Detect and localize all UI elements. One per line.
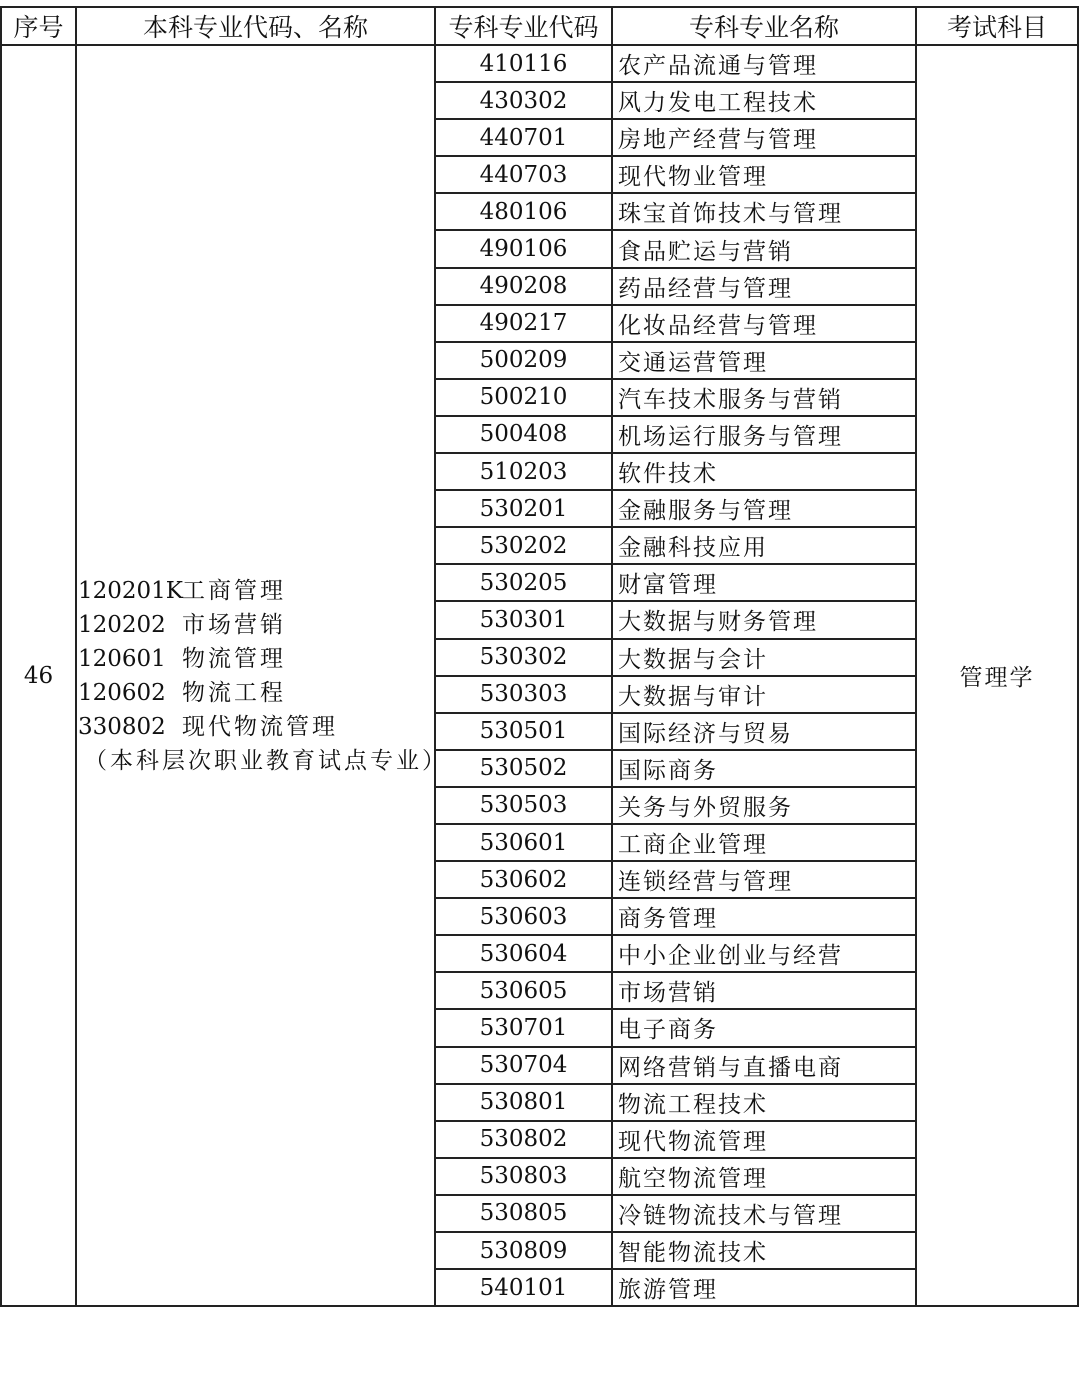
header-index: 序号 [1,7,76,45]
zk-name: 风力发电工程技术 [612,82,916,119]
zk-name: 航空物流管理 [612,1158,916,1195]
zk-name: 网络营销与直播电商 [612,1047,916,1084]
zk-code: 530803 [435,1158,612,1195]
zk-name: 大数据与会计 [612,639,916,676]
bk-note: （本科层次职业教育试点专业） [84,747,448,774]
zk-code: 530502 [435,750,612,787]
zk-name: 关务与外贸服务 [612,787,916,824]
bk-major-item [78,608,434,642]
major-table [0,6,1079,1307]
zk-code: 490208 [435,268,612,305]
zk-name: 现代物业管理 [612,156,916,193]
header-zk-code: 专科专业代码 [435,7,612,45]
zk-name: 国际经济与贸易 [612,713,916,750]
zk-code: 440703 [435,156,612,193]
zk-code: 500209 [435,342,612,379]
exam-subject: 管理学 [916,45,1078,1306]
zk-code: 530601 [435,824,612,861]
zk-name: 农产品流通与管理 [612,45,916,82]
zk-name: 现代物流管理 [612,1121,916,1158]
zk-name: 化妆品经营与管理 [612,305,916,342]
zk-code: 530205 [435,564,612,601]
bk-major-code: 120601 [78,645,166,672]
bk-major-item [78,676,434,710]
zk-code: 540101 [435,1269,612,1306]
table-row [1,45,1078,82]
zk-name: 交通运营管理 [612,342,916,379]
zk-name: 汽车技术服务与营销 [612,379,916,416]
zk-code: 510203 [435,453,612,490]
bk-major-name: 物流管理 [182,645,286,672]
zk-name: 机场运行服务与管理 [612,416,916,453]
zk-code: 530302 [435,639,612,676]
bk-major-name: 物流工程 [182,679,286,706]
zk-code: 530301 [435,601,612,638]
zk-name: 食品贮运与营销 [612,230,916,267]
zk-name: 工商企业管理 [612,824,916,861]
header-zk-name: 专科专业名称 [612,7,916,45]
bk-major-code: 120602 [78,679,166,706]
zk-code: 530704 [435,1047,612,1084]
zk-code: 440701 [435,119,612,156]
bk-major-item [78,710,434,744]
zk-code: 500408 [435,416,612,453]
zk-code: 530802 [435,1121,612,1158]
zk-name: 物流工程技术 [612,1084,916,1121]
bk-major-cell [76,45,448,1306]
bk-major-name: 工商管理 [182,577,286,604]
zk-code: 490217 [435,305,612,342]
zk-code: 530805 [435,1195,612,1232]
table-body [1,45,1078,1306]
zk-code: 480106 [435,193,612,230]
zk-name: 商务管理 [612,898,916,935]
zk-code: 430302 [435,82,612,119]
bk-major-code: 330802 [78,713,166,740]
zk-name: 大数据与财务管理 [612,601,916,638]
zk-code: 530602 [435,861,612,898]
zk-name: 中小企业创业与经营 [612,935,916,972]
zk-name: 财富管理 [612,564,916,601]
zk-name: 大数据与审计 [612,676,916,713]
bk-major-item [78,642,434,676]
header-bk-major: 本科专业代码、名称 [76,7,435,45]
zk-name: 房地产经营与管理 [612,119,916,156]
zk-code: 530503 [435,787,612,824]
zk-name: 珠宝首饰技术与管理 [612,193,916,230]
zk-name: 旅游管理 [612,1269,916,1306]
zk-code: 530501 [435,713,612,750]
zk-name: 连锁经营与管理 [612,861,916,898]
header-exam: 考试科目 [916,7,1078,45]
zk-code: 530809 [435,1232,612,1269]
bk-major-item [78,574,434,608]
bk-major-code: 120201K [78,577,183,604]
bk-major-code: 120202 [78,611,166,638]
zk-name: 药品经营与管理 [612,268,916,305]
zk-name: 冷链物流技术与管理 [612,1195,916,1232]
zk-name: 软件技术 [612,453,916,490]
zk-code: 530303 [435,676,612,713]
header-row [1,7,1078,45]
zk-code: 530202 [435,527,612,564]
bk-major-name: 市场营销 [182,611,286,638]
zk-code: 530201 [435,490,612,527]
zk-code: 530701 [435,1009,612,1046]
zk-name: 电子商务 [612,1009,916,1046]
row-index: 46 [1,45,76,1306]
zk-code: 530604 [435,935,612,972]
zk-name: 金融科技应用 [612,527,916,564]
zk-name: 市场营销 [612,972,916,1009]
zk-code: 490106 [435,230,612,267]
zk-code: 410116 [435,45,612,82]
zk-code: 530801 [435,1084,612,1121]
zk-code: 530605 [435,972,612,1009]
zk-code: 500210 [435,379,612,416]
zk-code: 530603 [435,898,612,935]
bk-major-name: 现代物流管理 [182,713,338,740]
zk-name: 金融服务与管理 [612,490,916,527]
zk-name: 国际商务 [612,750,916,787]
zk-name: 智能物流技术 [612,1232,916,1269]
